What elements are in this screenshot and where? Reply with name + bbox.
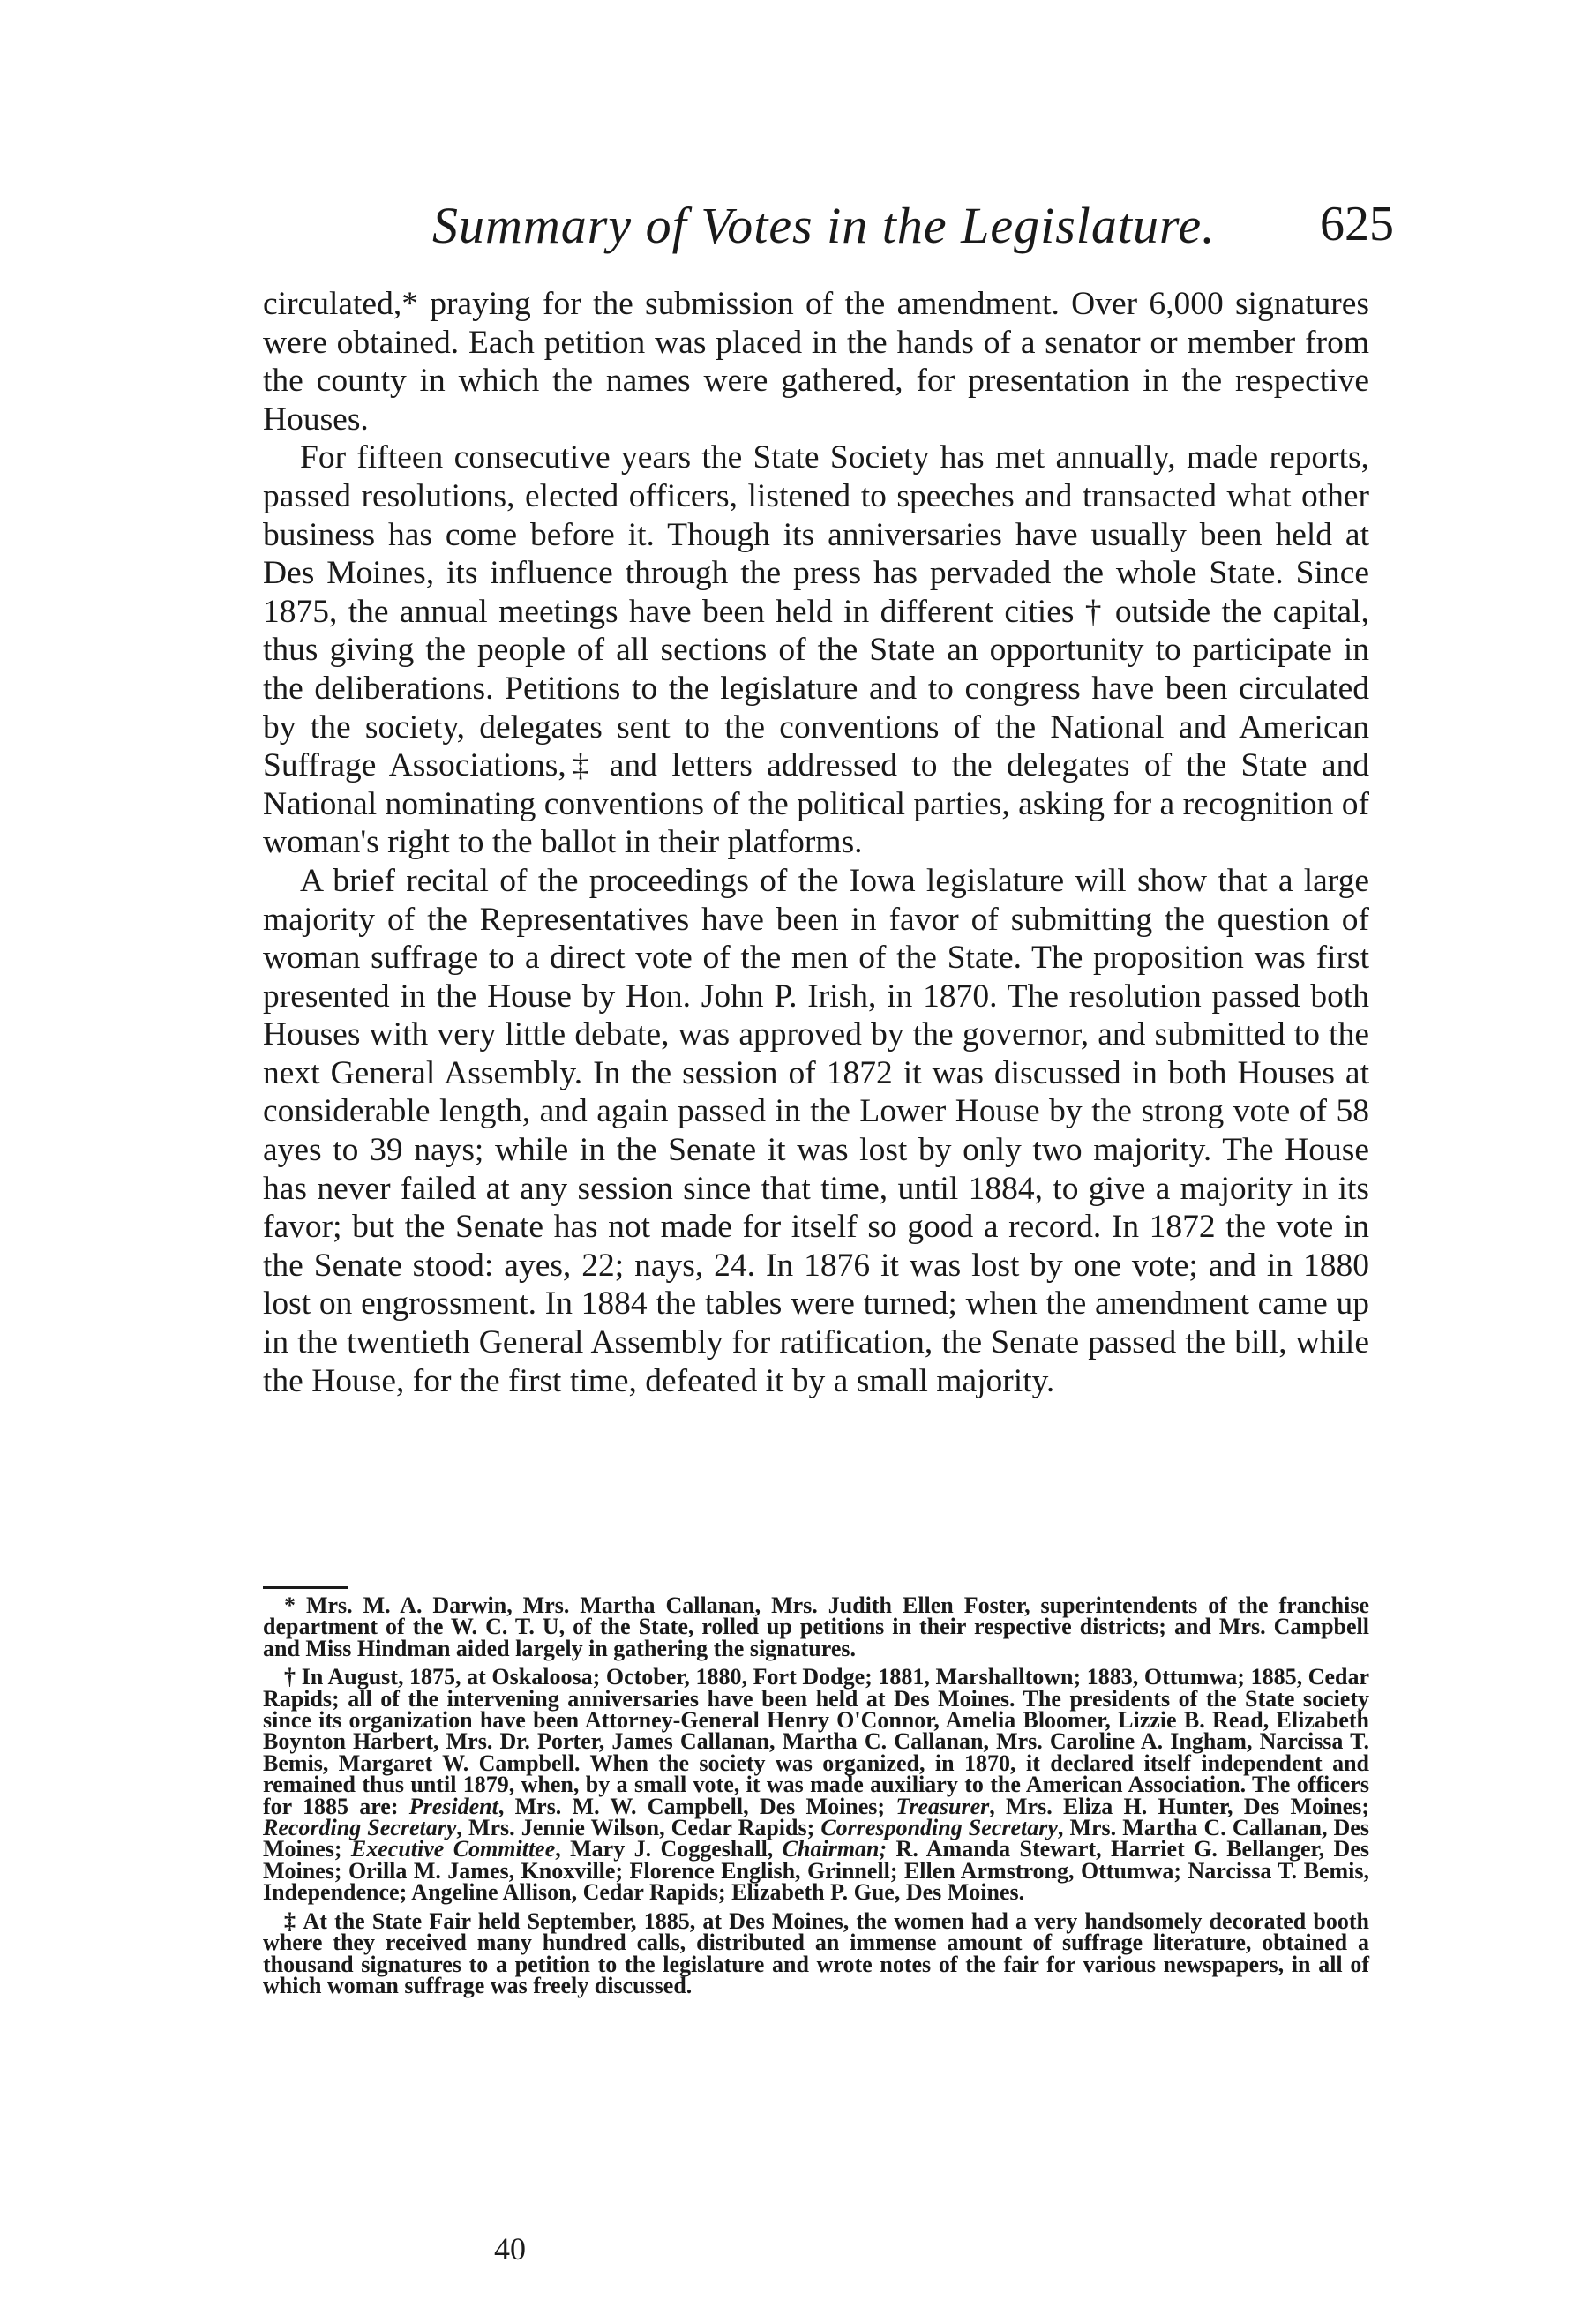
- page-number: 625: [1320, 197, 1394, 251]
- footnote-dagger-text-d: , Mrs. Jennie Wilson, Cedar Rapids;: [456, 1815, 821, 1841]
- label-chairman: Chairman;: [782, 1836, 888, 1862]
- paragraph-2: For fifteen consecutive years the State Society has met annually, made reports, passed resolutions, elected officers, listened to speeches and transacted what other business has come before it. Though its anniversaries have usually been held at Des Moines, its influence through the press has pervaded the whole State. Since 1875, the annual meetings have been held in different cities † outside the capital, thus giving the people of all sections of the State an opportunity to participate in the deliberations. Petitions to the legislature and to congress have been circulated by the society, delegates sent to the conventions of the National and American Suffrage Associations,‡ and letters addressed to the delegates of the State and National nominating conventions of the political parties, asking for a recognition of woman's right to the ballot in their platforms.: [263, 439, 1369, 861]
- footnote-rule: [263, 1586, 348, 1589]
- paragraph-1: circulated,* praying for the submission of the amendment. Over 6,000 signatures were obtained. Each petition was placed in the hands of a senator or member from the county in which the names were gathered, for presentation in the respective Houses.: [263, 286, 1369, 438]
- label-president: President: [408, 1793, 498, 1819]
- footnote-dagger-text-e: , Mrs. Martha C. Callanan, Des Moines;: [263, 1815, 1369, 1862]
- footnotes: [263, 1592, 1369, 2004]
- footnote-dagger-text-a: † In August, 1875, at Oskaloosa; October, 1880, Fort Dodge; 1881, Marshalltown; 1883, Ottumwa; 1885, Cedar Rapids; all of the intervening anniversaries have been held at Des Moines. The presidents of the State society since its organization have been Attorney-General Henry O'Connor, Amelia Bloomer, Lizzie B. Read, Elizabeth Boynton Harbert, Mrs. Dr. Porter, James Callanan, Martha C. Callanan, Mrs. Caroline A. Ingham, Narcissa T. Bemis, Margaret W. Campbell. When the society was organized, in 1870, it declared itself independent and remained thus until 1879, when, by a small vote, it was made auxiliary to the American Association. The officers for 1885 are:: [263, 1664, 1369, 1819]
- footnote-dagger-text-f: , Mary J. Coggeshall,: [555, 1836, 783, 1862]
- footnote-dagger-text-b: , Mrs. M. W. Campbell, Des Moines;: [498, 1793, 896, 1819]
- paragraph-3: A brief recital of the proceedings of the Iowa legislature will show that a large majority of the Representatives have been in favor of submitting the question of woman suffrage to a direct vote of the men of the State. The proposition was first presented in the House by Hon. John P. Irish, in 1870. The resolution passed both Houses with very little debate, was approved by the governor, and submitted to the next General Assembly. In the session of 1872 it was discussed in both Houses at considerable length, and again passed in the Lower House by the strong vote of 58 ayes to 39 nays; while in the Senate it was lost by only two majority. The House has never failed at any session since that time, until 1884, to give a majority in its favor; but the Senate has not made for itself so good a record. In 1872 the vote in the Senate stood: ayes, 22; nays, 24. In 1876 it was lost by one vote; and in 1880 lost on engrossment. In 1884 the tables were turned; when the amendment came up in the twentieth General Assembly for ratification, the Senate passed the bill, while the House, for the first time, defeated it by a small majority.: [263, 862, 1369, 1399]
- running-header: [432, 196, 1394, 266]
- footnote-double-dagger: ‡ At the State Fair held September, 1885, at Des Moines, the women had a very handsomely decorated booth where they received many hundred calls, distributed an immense amount of suffrage literature, obtained a thousand signatures to a petition to the legislature and wrote notes of the fair for various newspapers, in all of which woman suffrage was freely discussed.: [263, 1907, 1369, 1998]
- label-recording-secretary: Recording Secretary: [263, 1815, 457, 1841]
- footnote-asterisk: * Mrs. M. A. Darwin, Mrs. Martha Callanan, Mrs. Judith Ellen Foster, superintendents of the franchise department of the W. C. T. U, of the State, rolled up petitions in their respective districts; and Mrs. Campbell and Miss Hindman aided largely in gathering the signatures.: [263, 1592, 1369, 1661]
- running-title: Summary of Votes in the Legislature.: [432, 197, 1216, 254]
- footnote-dagger-text-c: , Mrs. Eliza H. Hunter, Des Moines;: [989, 1793, 1369, 1819]
- main-text: [263, 285, 1369, 1400]
- footnote-dagger: [263, 1664, 1369, 1906]
- label-treasurer: Treasurer: [895, 1793, 990, 1819]
- footnote-dagger-text-g: R. Amanda Stewart, Harriet G. Bellanger, Des Moines; Orilla M. James, Knoxville; Florence English, Grinnell; Ellen Armstrong, Ottumwa; Narcissa T. Bemis, Independence; Angeline Allison, Cedar Rapids; Elizabeth P. Gue, Des Moines.: [263, 1836, 1369, 1906]
- label-executive-committee: Executive Committee: [350, 1836, 556, 1862]
- signature-mark: 40: [494, 2231, 526, 2267]
- label-corresponding-secretary: Corresponding Secretary: [820, 1815, 1058, 1841]
